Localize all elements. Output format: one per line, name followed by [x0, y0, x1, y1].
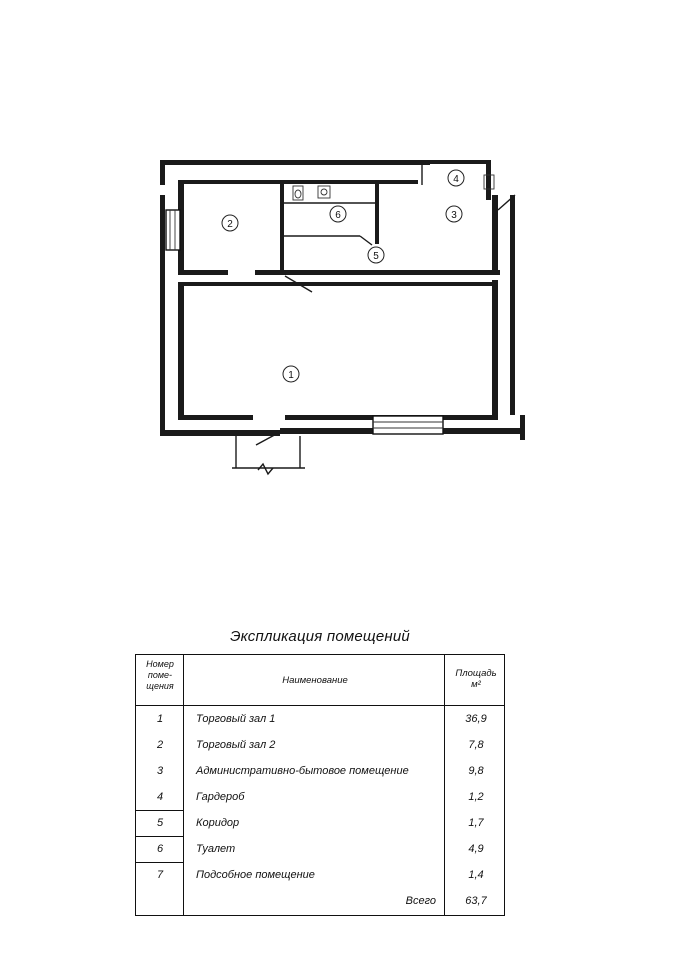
wall-right-bottom	[520, 415, 525, 440]
table-row	[136, 811, 504, 837]
wall-partition-2-6	[280, 184, 284, 270]
total-value: 63,7	[465, 895, 487, 907]
wall-left-lower	[178, 284, 184, 418]
table-header	[136, 655, 504, 706]
row-name: Торговый зал 1	[196, 713, 276, 725]
table-row	[136, 837, 504, 863]
row-number: 5	[156, 817, 164, 829]
row-name: Коридор	[196, 817, 240, 829]
room-label-4	[448, 170, 464, 186]
wall-top-right	[420, 160, 490, 164]
table-row	[136, 785, 504, 811]
explication-title: Экспликация помещений	[230, 628, 410, 645]
wall-right	[492, 280, 498, 420]
row-name: Туалет	[196, 843, 236, 855]
room-label-1	[283, 366, 299, 382]
svg-text:4: 4	[453, 174, 459, 185]
wall-mid-left	[178, 270, 228, 275]
wall-mid-right	[255, 270, 500, 275]
wall-right-outer	[510, 195, 515, 415]
room-label-3	[446, 206, 462, 222]
row-number: 4	[156, 791, 164, 803]
svg-text:2: 2	[227, 219, 233, 230]
row-area: 4,9	[468, 843, 484, 855]
row-area: 9,8	[468, 765, 484, 777]
header-number: Номер поме- щения	[146, 659, 174, 691]
wall-bottom-left	[160, 430, 280, 436]
row-number: 1	[156, 713, 164, 725]
row-area: 36,9	[465, 713, 487, 725]
svg-text:3: 3	[451, 210, 457, 221]
table-row	[136, 863, 504, 889]
total-label: Всего	[405, 895, 436, 907]
wall-inner-top	[178, 180, 418, 184]
svg-text:1: 1	[288, 370, 294, 381]
table-total-row	[136, 889, 504, 915]
header-name: Наименование	[282, 675, 348, 686]
window-left	[166, 210, 180, 250]
wall-left-top	[160, 160, 165, 185]
wall-top	[160, 160, 430, 165]
row-name: Торговый зал 2	[196, 739, 276, 751]
row-area: 1,7	[468, 817, 484, 829]
window-bottom	[373, 416, 443, 434]
explication-table	[135, 654, 505, 916]
wall-hall-bottom-left	[178, 415, 253, 420]
row-number: 2	[156, 739, 164, 751]
svg-text:5: 5	[373, 251, 379, 262]
row-area: 1,4	[468, 869, 484, 881]
row-area: 7,8	[468, 739, 484, 751]
table-row	[136, 733, 504, 759]
row-number: 7	[156, 869, 164, 881]
row-name: Гардероб	[196, 791, 245, 803]
row-area: 1,2	[468, 791, 484, 803]
row-name: Подсобное помещение	[196, 869, 315, 881]
room-label-5	[368, 247, 384, 263]
wall-partition-6-3	[375, 184, 379, 244]
table-row	[136, 759, 504, 785]
row-number: 6	[156, 843, 164, 855]
wall-left-outer	[160, 195, 165, 435]
wall-right-upper	[486, 160, 491, 200]
table-row	[136, 707, 504, 733]
svg-text:6: 6	[335, 210, 341, 221]
wall-hall-top	[178, 282, 498, 286]
row-number: 3	[156, 765, 164, 777]
room-label-2	[222, 215, 238, 231]
header-area: Площадь м²	[455, 668, 497, 690]
wall-right-mid	[492, 195, 498, 275]
room-label-6	[330, 206, 346, 222]
row-name: Административно-бытовое помещение	[196, 765, 409, 777]
